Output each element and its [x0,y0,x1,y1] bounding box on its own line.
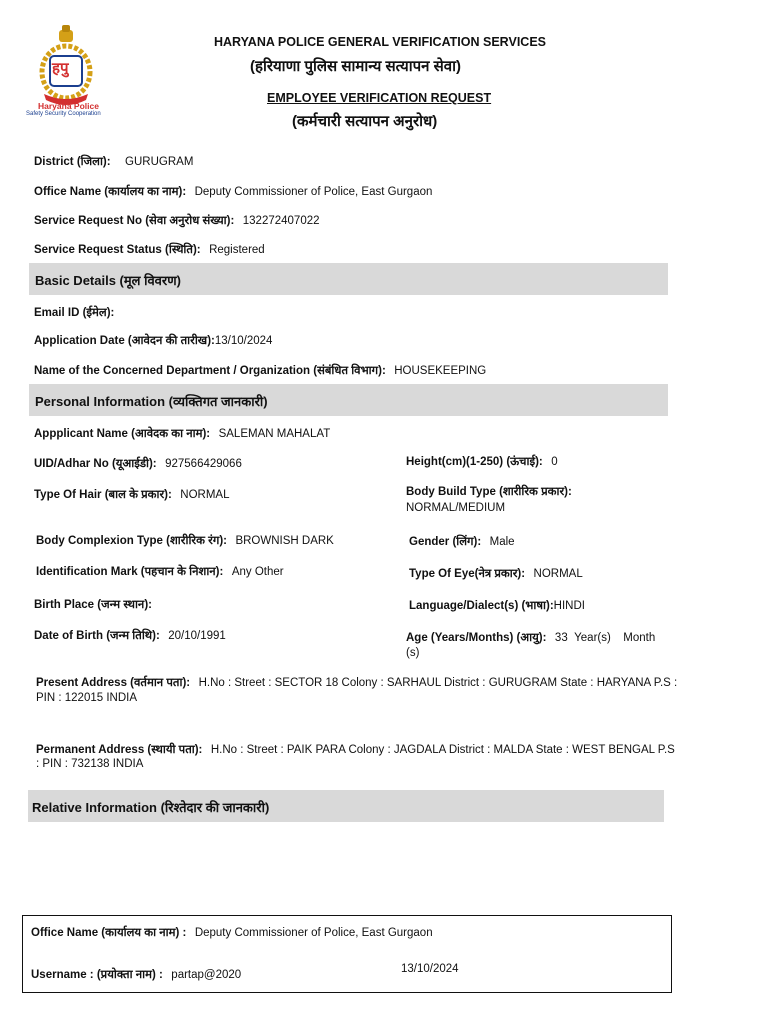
identification-mark-value: Any Other [231,566,284,578]
basic-details-heading: Basic Details (मूल विवरण) [35,273,181,288]
age-row [406,628,655,646]
district-label: District (जिला): [34,156,111,168]
office-value: Deputy Commissioner of Police, East Gurgaon [194,186,433,198]
footer-office-row [31,923,433,941]
page-title: HARYANA POLICE GENERAL VERIFICATION SERVICES [214,35,546,49]
present-address-row [36,673,677,691]
district-value: GURUGRAM [125,156,194,168]
build-label: Body Build Type (शारीरिक प्रकार): [406,486,572,498]
department-row [34,361,486,379]
permanent-address-line1: H.No : Street : PAIK PARA Colony : JAGDALA District : MALDA State : WEST BENGAL P.S [210,744,675,756]
permanent-address-row [36,740,675,758]
age-month-unit: Month [623,632,656,644]
present-address-line2: PIN : 122015 INDIA [36,692,137,704]
build-value: NORMAL/MEDIUM [406,502,506,514]
language-label: Language/Dialect(s) (भाषा): [409,600,554,612]
applicant-name-label: Appplicant Name (आवेदक का नाम): [34,428,211,440]
footer-date: 13/10/2024 [401,963,459,975]
identification-mark-label: Identification Mark (पहचान के निशान): [36,566,224,578]
application-date-value: 13/10/2024 [214,335,273,347]
gender-value: Male [489,536,515,548]
page-title-hindi: (हरियाणा पुलिस सामान्य सत्यापन सेवा) [250,58,461,75]
birthplace-row [34,595,152,613]
hair-label: Type Of Hair (बाल के प्रकार): [34,489,172,501]
logo-line2: Safety Security Cooperation [26,111,101,117]
dob-row [34,626,226,644]
footer-office-value: Deputy Commissioner of Police, East Gurgaon [194,927,433,939]
height-label: Height(cm)(1-250) (ऊंचाई): [406,456,543,468]
office-label: Office Name (कार्यालय का नाम): [34,186,187,198]
permanent-address-label: Permanent Address (स्थायी पता): [36,744,203,756]
applicant-name-value: SALEMAN MAHALAT [218,428,331,440]
eye-value: NORMAL [533,568,583,580]
document-subtitle: EMPLOYEE VERIFICATION REQUEST [267,91,492,105]
eye-label: Type Of Eye(नेत्र प्रकार): [409,568,526,580]
logo-line1: Haryana Police [38,101,99,111]
complexion-label: Body Complexion Type (शारीरिक रंग): [36,535,227,547]
complexion-row [36,531,334,549]
relative-info-header [28,790,664,822]
application-date-row [34,331,272,349]
age-years-unit: Year(s) [574,632,611,644]
identification-mark-row [36,562,284,580]
footer-box [22,915,672,993]
district-row [34,152,193,170]
height-value: 0 [551,456,558,468]
status-row [34,240,265,258]
present-address-label: Present Address (वर्तमान पता): [36,677,191,689]
email-label: Email ID (ईमेल): [34,307,115,319]
email-row [34,303,114,321]
department-value: HOUSEKEEPING [394,365,487,377]
language-row [409,596,585,614]
dob-value: 20/10/1991 [168,630,226,642]
haryana-police-logo [24,22,108,120]
age-month-suffix: (s) [406,647,420,659]
footer-username-label: Username : (प्रयोक्ता नाम) : [31,969,163,981]
status-value: Registered [209,244,265,256]
relative-info-heading: Relative Information (रिश्तेदार की जानकारी) [32,800,270,815]
application-date-label: Application Date (आवेदन की तारीख): [34,335,215,347]
uid-value: 927566429066 [165,458,242,470]
birthplace-label: Birth Place (जन्म स्थान): [34,599,152,611]
department-label: Name of the Concerned Department / Organization (संबंधित विभाग): [34,365,386,377]
logo-emblem-text: हपु [52,60,69,77]
status-label: Service Request Status (स्थिति): [34,244,201,256]
height-row [406,452,558,470]
gender-row [409,532,515,550]
eye-row [409,564,583,582]
personal-info-heading: Personal Information (व्यक्तिगत जानकारी) [35,394,268,409]
hair-value: NORMAL [180,489,230,501]
footer-office-label: Office Name (कार्यालय का नाम) : [31,927,187,939]
office-row [34,182,432,200]
age-label: Age (Years/Months) (आयु): [406,632,547,644]
applicant-name-row [34,424,330,442]
service-request-value: 132272407022 [242,215,320,227]
footer-username-row [31,965,241,983]
language-value: HINDI [553,600,585,612]
footer-username-value: partap@2020 [171,969,242,981]
complexion-value: BROWNISH DARK [235,535,334,547]
permanent-address-line2: : PIN : 732138 INDIA [36,758,144,770]
basic-details-header [29,263,668,295]
dob-label: Date of Birth (जन्म तिथि): [34,630,160,642]
present-address-line1: H.No : Street : SECTOR 18 Colony : SARHAUL District : GURUGRAM State : HARYANA P.S : [198,677,678,689]
uid-row [34,454,242,472]
gender-label: Gender (लिंग): [409,536,482,548]
uid-label: UID/Adhar No (यूआईडी): [34,458,157,470]
hair-row [34,485,230,503]
age-value: 33 [554,632,568,644]
service-request-row [34,211,320,229]
personal-info-header [29,384,668,416]
document-subtitle-hindi: (कर्मचारी सत्यापन अनुरोध) [292,113,438,130]
service-request-label: Service Request No (सेवा अनुरोध संख्या): [34,215,235,227]
